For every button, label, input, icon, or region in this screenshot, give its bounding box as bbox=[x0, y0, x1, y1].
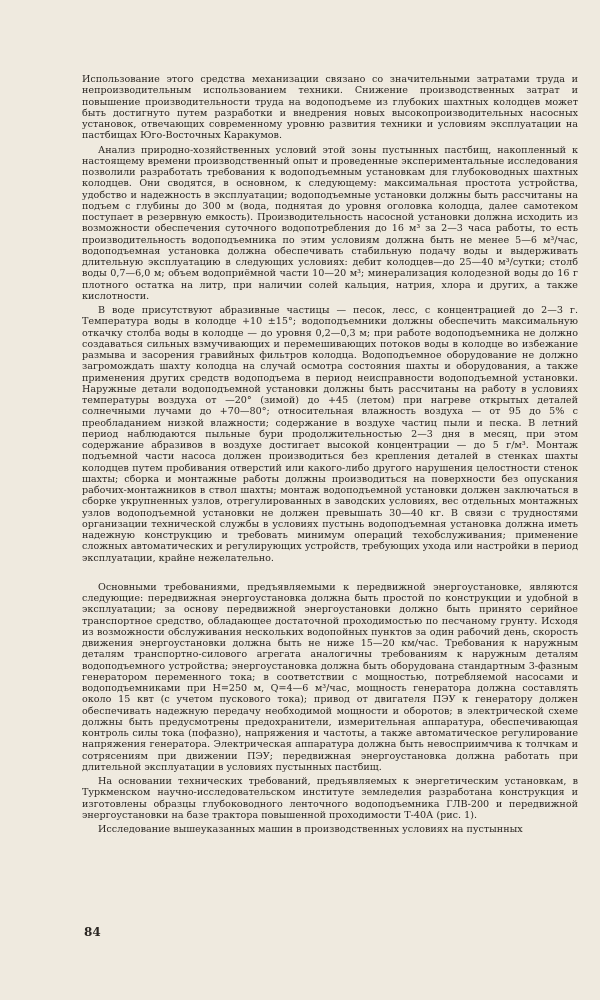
paragraph-1: Использование этого средства механизации связано со значительными затратами труда и непроизводительным использованием техники. Снижение производственных затрат и повышение производительности труда на водоподъеме из глубоких шахтных колодцев может быть достигнуто путем разработки и внедрения новых высокопроизводительных насосных установок, отвечающих современному уровню развития техники и условиям эксплуатации на пастбищах Юго-Восточных Каракумов. bbox=[82, 74, 578, 142]
paragraph-4: Основными требованиями, предъявляемыми к передвижной энергоустановке, являются следующие: передвижная энергоустановка должна быть простой по конструкции и удобной в эксплуатации; за основу передвижной энергоустановки должно быть принято серийное транспортное средство, обладающее достаточной проходимостью по песчаному грунту. Исходя из возможности обслуживания нескольких водопойных пунктов за один рабочий день, скорость движения энергоустановки должна быть не ниже 15—20 км/час. Требования к наружным деталям транспортно-силового агрегата аналогичны требованиям к наружным деталям водоподъемного устройства; энергоустановка должна быть оборудована стандартным 3-фазным генератором переменного тока; в соответствии с мощностью, потребляемой насосами и водоподъемниками при H=250 м, Q=4—6 м³/час, мощность генератора должна составлять около 15 квт (с учетом пускового тока); привод от двигателя ПЭУ к генератору должен обеспечивать надежную передачу необходимой мощности и оборотов; в электрической схеме должны быть предусмотрены предохранители, измерительная аппаратура, обеспечивающая контроль силы тока (пофазно), напряжения и частоты, а также автоматическое регулирование напряжения генератора. Электрическая аппаратура должна быть невосприимчива к толчкам и сотрясениям при движении ПЭУ; передвижная энергоустановка должна работать при длительной эксплуатации в условиях пустынных пастбищ. bbox=[82, 581, 578, 773]
page-number: 84 bbox=[84, 925, 101, 939]
paragraph-2: Анализ природно-хозяйственных условий этой зоны пустынных пастбищ, накопленный к настоящему времени производственный опыт и проведенные экспериментальные исследования позволили разработать требования к водоподъемным установкам для глубоководных шахтных колодцев. Они сводятся, в основном, к следующему: максимальная простота устройства, удобство и надежность в эксплуатации; водоподъемные установки должны быть рассчитаны на подъем с глубины до 300 м (вода, поднятая до уровня оголовка колодца, далее самотеком поступает в резервную емкость). Производительность насосной установки должна исходить из возможности обеспечения суточного водопотребления до 16 м³ за 2—3 часа работы, то есть производительность водоподъемника по этим условиям должна быть не менее 5—6 м³/час, водоподъемная установка должна обеспечивать стабильную подачу воды и выдерживать длительную эксплуатацию в следующих условиях: дебит колодцев—до 25—40 м³/сутки; столб воды 0,7—6,0 м; объем водоприёмной части 10—20 м³; минерализация колодезной воды до 16 г плотного остатка на литр, при наличии солей кальция, натрия, хлора и других, а также кислотности. bbox=[82, 144, 578, 302]
paragraph-5: На основании технических требований, предъявляемых к энергетическим установкам, в Туркменском научно-исследовательском институте земледелия разработана конструкция и изготовлены образцы глубоководного ленточного водоподъемника ГЛВ-200 и передвижной энергоустановки на базе трактора повышенной проходимости Т-40А (рис. 1). bbox=[82, 776, 578, 821]
paragraph-3: В воде присутствуют абразивные частицы — песок, лесс, с концентрацией до 2—3 г. Температура воды в колодце +10 ±15°; водоподъемники должны обеспечить максимальную откачку столба воды в колодце — до уровня 0,2—0,3 м; при работе водоподъемника не должно создаваться сильных взмучивающих и перемешивающих потоков воды в колодце во избежание размыва и засорения гравийных фильтров колодца. Водоподъемное оборудование не должно загромождать шахту колодца на случай осмотра состояния шахты и оборудования, а также применения других средств водоподъема в период неисправности водоподъемной установки. Наружные детали водоподъемной установки должны быть рассчитаны на работу в условиях температуры воздуха от —20° (зимой) до +45 (летом) при нагреве открытых деталей солнечными лучами до +70—80°; относительная влажность воздуха — от 95 до 5% с преобладанием низкой влажности; содержание в воздухе частиц пыли и песка. В летний период наблюдаются пыльные бури продолжительностью 2—3 дня в месяц, при этом содержание абразивов в воздухе достигает высокой концентрации — до 5 г/м³. Монтаж подъемной части насоса должен производиться без крепления деталей в стенках шахты колодцев путем пробивания отверстий или какого-либо другого нарушения целостности стенок шахты; сборка и монтажные работы должны производиться на поверхности без опускания рабочих-монтажников в ствол шахты; монтаж водоподъемной установки должен заключаться в сборке укрупненных узлов, отрегулированных в заводских условиях, вес отдельных монтажных узлов водоподъемной установки не должен превышать 30—40 кг. В связи с трудностями организации технической службы в условиях пустынь водоподъемная установка должна иметь надежную конструкцию и требовать минимум операций техобслуживания; применение сложных автоматических и регулирующих устройств, требующих ухода или настройки в период эксплуатации, крайне нежелательно. bbox=[82, 305, 578, 564]
paragraph-6: Исследование вышеуказанных машин в производственных условиях на пустынных bbox=[98, 824, 523, 835]
body-text bbox=[82, 74, 578, 835]
